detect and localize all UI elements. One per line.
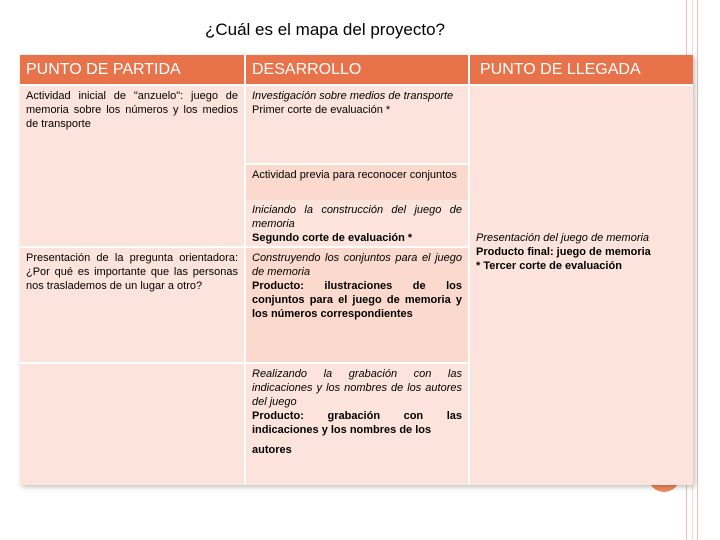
partida-cell-2 (20, 248, 244, 362)
partida-text-1: Actividad inicial de "anzuelo": juego de memoria sobre los números y los medios de transporte (26, 90, 238, 130)
desarrollo-cell-2 (246, 165, 468, 200)
partida-cell-3 (20, 364, 244, 485)
desarrollo-investigacion: Investigación sobre medios de transporte (252, 90, 454, 102)
llegada-presentacion: Presentación del juego de memoria (476, 232, 650, 244)
desarrollo-cell-3 (246, 200, 468, 246)
llegada-producto-final: Producto final: juego de memoria (476, 246, 651, 258)
desarrollo-producto-grabacion: Producto: grabación con las indicaciones y los nombres de los (252, 410, 462, 436)
desarrollo-cell-1 (246, 86, 468, 163)
desarrollo-autores: autores (252, 444, 292, 456)
desarrollo-construyendo: Construyendo los conjuntos para el juego de memoria (252, 252, 462, 278)
llegada-tercer-corte: * Tercer corte de evaluación (476, 260, 622, 272)
desarrollo-realizando: Realizando la grabación con las indicaciones y los nombres de los autores del juego (252, 368, 462, 408)
desarrollo-producto-ilustraciones: Producto: ilustraciones de los conjuntos para el juego de memoria y los números correspondientes (252, 280, 462, 320)
desarrollo-iniciando: Iniciando la construcción del juego de memoria (252, 204, 462, 230)
llegada-cell (470, 86, 693, 485)
project-map-table (20, 55, 693, 485)
partida-text-2: Presentación de la pregunta orientadora: ¿Por qué es importante que las personas nos traslademos de un lugar a otro? (26, 252, 238, 292)
desarrollo-actividad-previa: Actividad previa para reconocer conjuntos (252, 169, 457, 181)
header-desarrollo: DESARROLLO (246, 55, 468, 84)
desarrollo-primer-corte: Primer corte de evaluación * (252, 104, 391, 116)
page-title: ¿Cuál es el mapa del proyecto? (204, 20, 446, 39)
desarrollo-cell-4 (246, 248, 468, 362)
desarrollo-cell-5 (246, 364, 468, 485)
desarrollo-segundo-corte: Segundo corte de evaluación * (252, 232, 413, 244)
header-punto-de-partida: PUNTO DE PARTIDA (20, 55, 244, 84)
header-punto-de-llegada: PUNTO DE LLEGADA (470, 55, 693, 84)
partida-cell-1 (20, 86, 244, 246)
